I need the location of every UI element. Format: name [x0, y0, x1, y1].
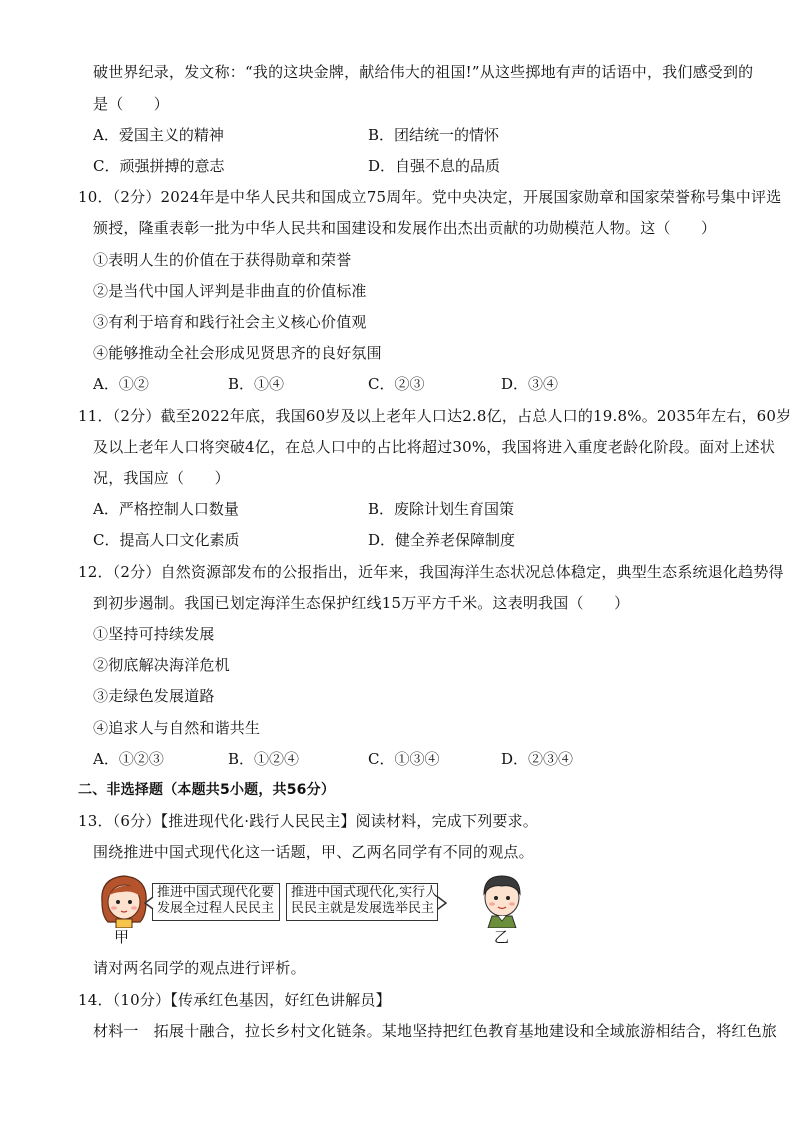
student-yi-label: 乙: [494, 928, 510, 946]
speech-bubble-yi: [286, 883, 438, 921]
bubble-jia-pointer: [144, 896, 154, 910]
q10-item-1: ①表明人生的价值在于获得勋章和荣誉: [93, 251, 352, 269]
q11-stem-line1: 11．（2分）截至2022年底，我国60岁及以上老年人口达2.8亿，占总人口的19.8%。2035年左右，60岁: [78, 407, 792, 425]
bubble-jia-line2: 发展全过程人民民主: [157, 901, 275, 916]
student-jia-label: 甲: [114, 928, 130, 946]
q9-stem-line2: 是（ ）: [93, 95, 170, 113]
q12-item-3: ③走绿色发展道路: [93, 687, 215, 705]
q12-stem-line2: 到初步遏制。我国已划定海洋生态保护红线15万平方千米。这表明我国（ ）: [93, 594, 630, 612]
section-heading: 二、非选择题（本题共5小题，共56分）: [78, 782, 336, 798]
q12-option-b: B．①②④: [228, 750, 300, 768]
student-yi-avatar: [474, 870, 530, 928]
bubble-jia-line1: 推进中国式现代化要: [157, 885, 275, 900]
q10-option-c: C．②③: [368, 375, 425, 393]
bubble-yi-pointer: [437, 896, 447, 910]
bubble-yi-line1: 推进中国式现代化,实行人: [291, 885, 439, 900]
q13-stem-line1: 13．（6分）【推进现代化·践行人民民主】阅读材料，完成下列要求。: [78, 812, 539, 830]
q10-item-3: ③有利于培育和践行社会主义核心价值观: [93, 313, 367, 331]
q10-item-4: ④能够推动全社会形成见贤思齐的良好氛围: [93, 344, 382, 362]
q12-item-2: ②彻底解决海洋危机: [93, 656, 230, 674]
q14-stem-line1: 14．（10分）【传承红色基因，好红色讲解员】: [78, 991, 391, 1009]
q10-option-d: D．③④: [501, 375, 559, 393]
q10-option-a: A．①②: [93, 375, 149, 393]
q14-material-1: 材料一 拓展十融合，拉长乡村文化链条。某地坚持把红色教育基地建设和全域旅游相结合，将红色旅: [93, 1022, 778, 1040]
q12-item-4: ④追求人与自然和谐共生: [93, 719, 261, 737]
q10-stem-line2: 颁授，隆重表彰一批为中华人民共和国建设和发展作出杰出贡献的功勋模范人物。这（ ）: [93, 219, 717, 237]
q10-stem-line1: 10．（2分）2024年是中华人民共和国成立75周年。党中央决定，开展国家勋章和国家荣誉称号集中评选: [78, 188, 782, 206]
q11-option-a: A．严格控制人口数量: [93, 500, 239, 518]
q12-option-c: C．①③④: [368, 750, 440, 768]
q13-stem-line2: 围绕推进中国式现代化这一话题，甲、乙两名同学有不同的观点。: [93, 843, 534, 861]
q11-stem-line2: 及以上老年人口将突破4亿，在总人口中的占比将超过30%，我国将进入重度老龄化阶段。面对上述状: [93, 438, 776, 456]
q9-option-a: A．爱国主义的精神: [93, 126, 224, 144]
q10-option-b: B．①④: [228, 375, 285, 393]
q12-item-1: ①坚持可持续发展: [93, 625, 215, 643]
q12-option-d: D．②③④: [501, 750, 574, 768]
q9-option-d: D．自强不息的品质: [368, 157, 501, 175]
bubble-yi-line2: 民民主就是发展选举民主: [291, 901, 435, 916]
q11-stem-line3: 况，我国应（ ）: [93, 469, 230, 487]
q9-option-c: C．顽强拼搏的意志: [93, 157, 225, 175]
q13-prompt: 请对两名同学的观点进行评析。: [93, 959, 306, 977]
q12-stem-line1: 12．（2分）自然资源部发布的公报指出，近年来，我国海洋生态状况总体稳定，典型生态系统退化趋势得: [78, 563, 784, 581]
q11-option-b: B．废除计划生育国策: [368, 500, 515, 518]
speech-bubble-jia: [152, 883, 280, 921]
q10-item-2: ②是当代中国人评判是非曲直的价值标准: [93, 282, 367, 300]
q12-option-a: A．①②③: [93, 750, 164, 768]
q9-stem-line1: 破世界纪录，发文称：“我的这块金牌，献给伟大的祖国!”从这些掷地有声的话语中，我们感受到的: [93, 63, 754, 81]
q11-option-d: D．健全养老保障制度: [368, 531, 516, 549]
q9-option-b: B．团结统一的情怀: [368, 126, 500, 144]
q11-option-c: C．提高人口文化素质: [93, 531, 240, 549]
